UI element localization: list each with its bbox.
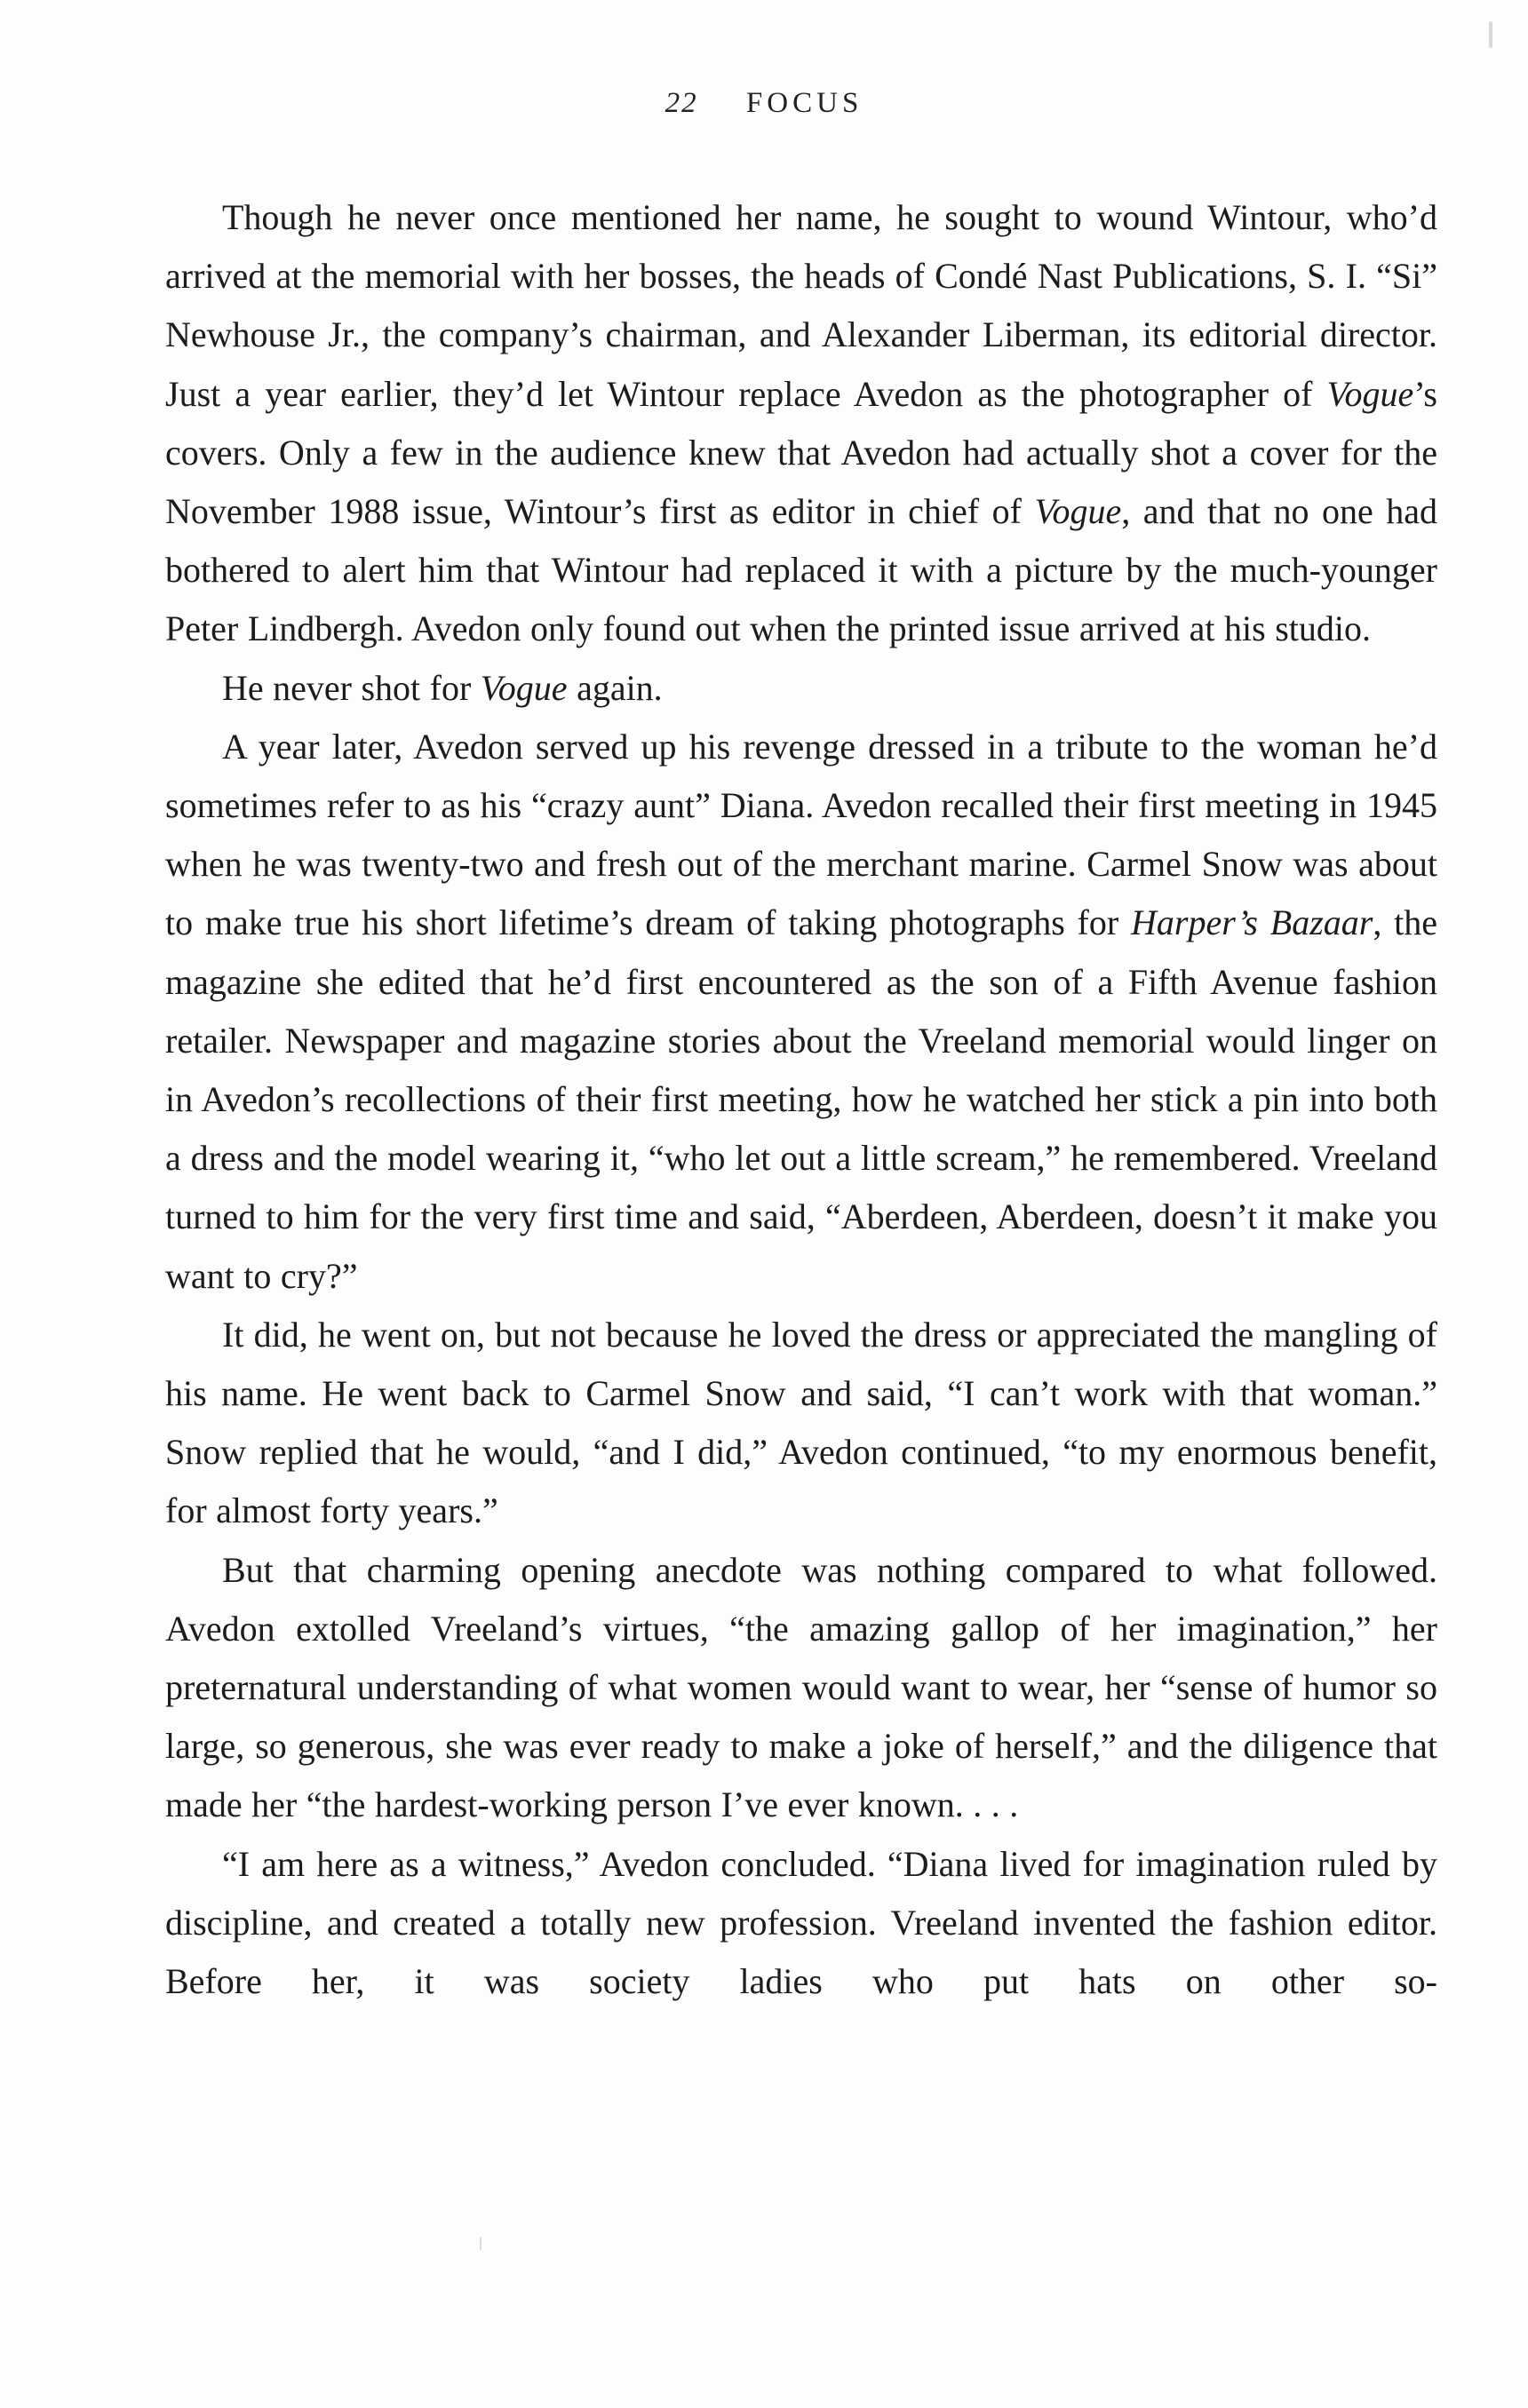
text-run: Though he never once mentioned her name, he sought to wound Wintour, who’d arrived at the memorial with her bosses, the heads of Condé Nast Publications, S. I. “Si” Newhouse Jr., the company’s chairman, and Alexander Liberman, its editorial director. Just a year earlier, they’d let Wintour replace Avedon as the photographer of (165, 197, 1437, 414)
text-run: ’s covers. Only a few in the audience knew that Avedon had actually shot a cover for the November 1988 issue, Wintour’s first as editor in chief of (165, 373, 1437, 532)
italic-title: Vogue (480, 667, 568, 708)
paragraph (165, 1835, 1437, 2012)
body-text (165, 188, 1437, 2011)
paragraph (165, 1541, 1437, 1835)
text-run: , and that no one had bothered to alert him that Wintour had replaced it with a picture by the much-younger Peter Lindbergh. Avedon only found out when the printed issue arrived at his studio. (165, 491, 1437, 649)
page-number: 22 (665, 87, 698, 119)
running-head (0, 87, 1528, 120)
scan-mark (480, 2237, 481, 2250)
text-run: He never shot for (222, 667, 481, 708)
text-run: But that charming opening anecdote was nothing compared to what followed. Avedon extolled Vreeland’s virtues, “the amazing gallop of her imagination,” her preternatural understanding of what women would want to wear, her “sense of humor so large, so generous, she was ever ready to make a joke of herself,” and the diligence that made her “the hardest-working person I’ve ever known. . . . (165, 1549, 1437, 1825)
italic-title: Vogue (1326, 373, 1414, 414)
section-title: FOCUS (745, 87, 863, 119)
italic-title: Vogue (1034, 491, 1122, 532)
paragraph (165, 188, 1437, 659)
italic-title: Harper’s Bazaar (1131, 902, 1373, 943)
paragraph (165, 659, 1437, 718)
text-run: “I am here as a witness,” Avedon concluded. “Diana lived for imagination ruled by discipline, and created a totally new profession. Vreeland invented the fashion editor. Before her, it was society ladies who put hats on other so- (165, 1843, 1437, 2002)
scan-smudge (1489, 21, 1492, 48)
text-run: , the magazine she edited that he’d first encountered as the son of a Fifth Avenue fashion retailer. Newspaper and magazine stories about the Vreeland memorial would linger on in Avedon’s recollections of their first meeting, how he watched her stick a pin into both a dress and the model wearing it, “who let out a little scream,” he remembered. Vreeland turned to him for the very first time and said, “Aberdeen, Aberdeen, doesn’t it make you want to cry?” (165, 902, 1437, 1296)
text-run: It did, he went on, but not because he loved the dress or appreciated the mangling of his name. He went back to Carmel Snow and said, “I can’t work with that woman.” Snow replied that he would, “and I did,” Avedon continued, “to my enormous benefit, for almost forty years.” (165, 1314, 1437, 1531)
text-run: again. (567, 667, 663, 708)
text-run: A year later, Avedon served up his revenge dressed in a tribute to the woman he’d sometimes refer to as his “crazy aunt” Diana. Avedon recalled their first meeting in 1945 when he was twenty-two and fresh out of the merchant marine. Carmel Snow was about to make true his short lifetime’s dream of taking photographs for (165, 726, 1437, 943)
paragraph (165, 718, 1437, 1306)
paragraph (165, 1306, 1437, 1541)
